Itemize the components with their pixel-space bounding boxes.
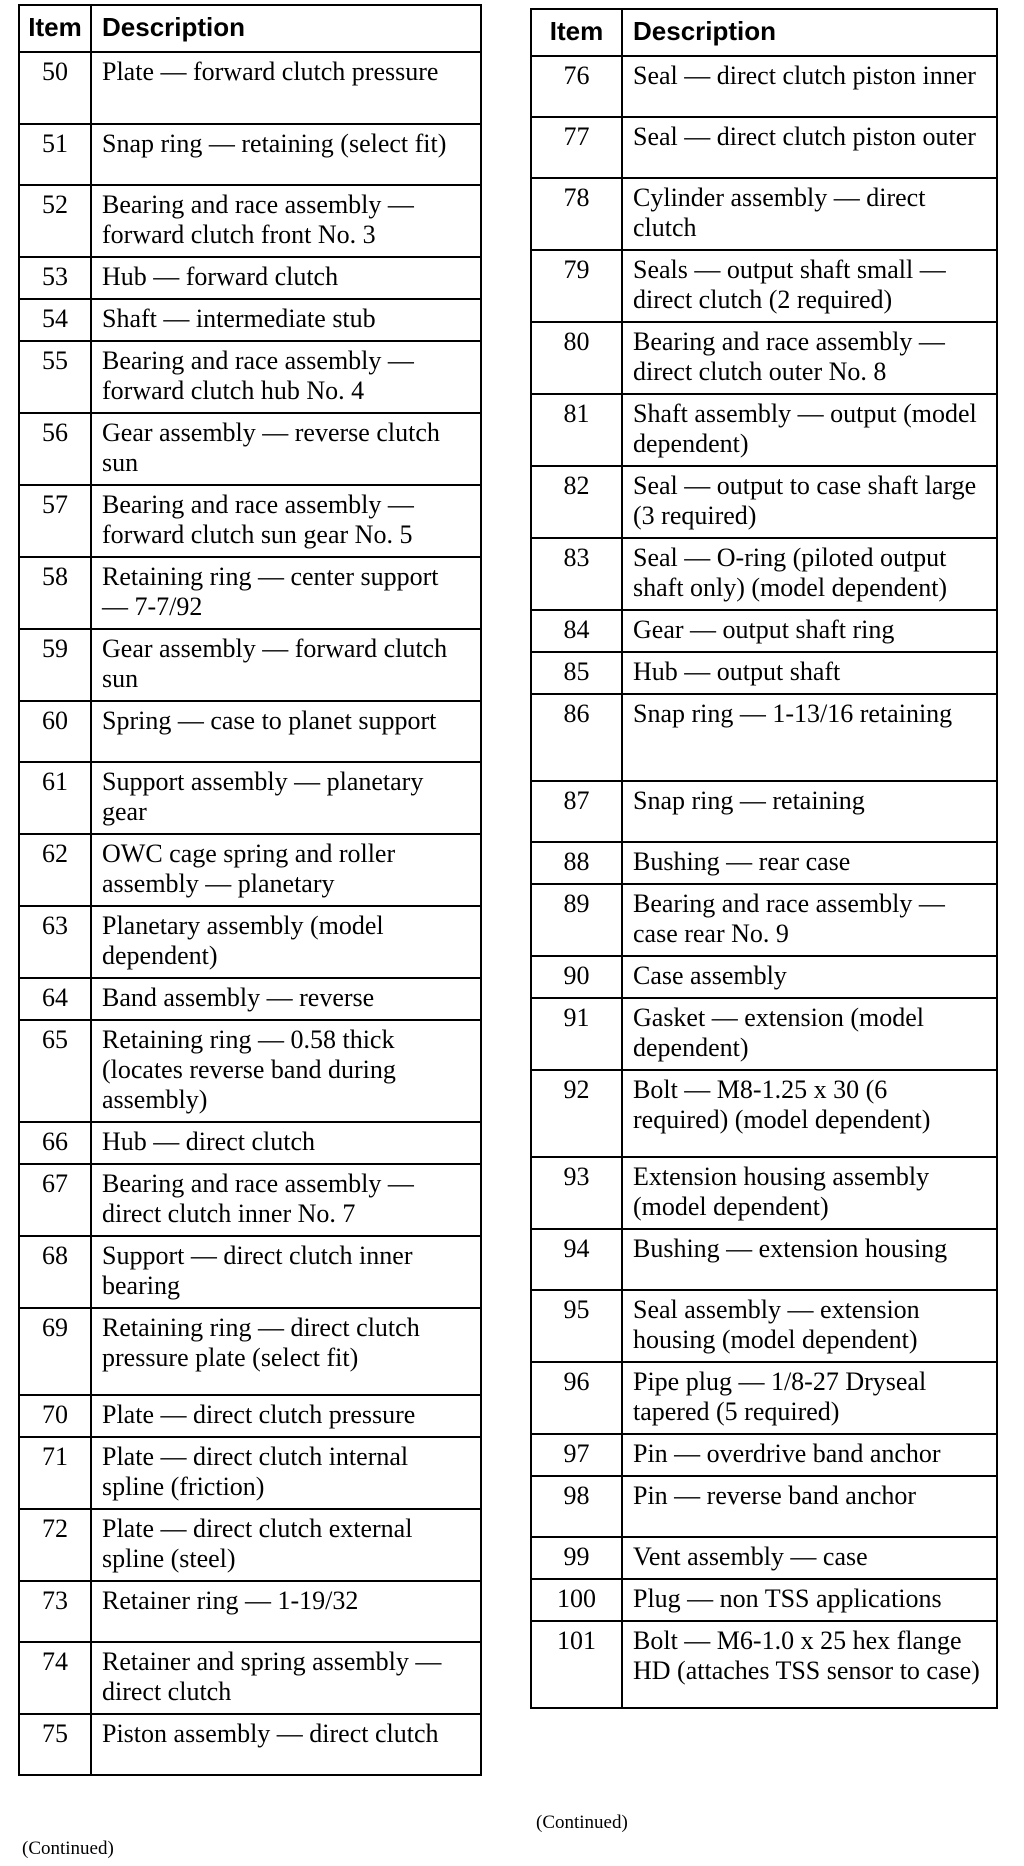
- table-row: [19, 1395, 481, 1437]
- table-row: [19, 762, 481, 834]
- table-row: [19, 341, 481, 413]
- description-cell: Support assembly — planetary gear: [91, 762, 481, 834]
- table-row: [19, 1122, 481, 1164]
- item-number-cell: 59: [19, 629, 91, 701]
- description-cell: Bearing and race assembly — direct clutch inner No. 7: [91, 1164, 481, 1236]
- table-row: [19, 299, 481, 341]
- description-cell: Seals — output shaft small — direct clutch (2 required): [622, 250, 997, 322]
- table-row: [531, 998, 997, 1070]
- table-row: [531, 1621, 997, 1708]
- table-row: [19, 124, 481, 185]
- item-number-cell: 75: [19, 1714, 91, 1775]
- item-number-cell: 64: [19, 978, 91, 1020]
- description-cell: Shaft — intermediate stub: [91, 299, 481, 341]
- item-number-cell: 82: [531, 466, 622, 538]
- item-number-cell: 61: [19, 762, 91, 834]
- item-number-cell: 71: [19, 1437, 91, 1509]
- item-number-cell: 73: [19, 1581, 91, 1642]
- item-number-cell: 100: [531, 1579, 622, 1621]
- table-row: [19, 485, 481, 557]
- description-cell: Spring — case to planet support: [91, 701, 481, 762]
- table-row: [531, 466, 997, 538]
- left-table-body: [19, 52, 481, 1775]
- description-cell: Piston assembly — direct clutch: [91, 1714, 481, 1775]
- description-cell: Extension housing assembly (model dependent): [622, 1157, 997, 1229]
- table-row: [19, 629, 481, 701]
- description-cell: Vent assembly — case: [622, 1537, 997, 1579]
- table-row: [19, 1236, 481, 1308]
- table-row: [531, 1290, 997, 1362]
- description-cell: Support — direct clutch inner bearing: [91, 1236, 481, 1308]
- item-number-cell: 92: [531, 1070, 622, 1157]
- table-row: [19, 1581, 481, 1642]
- table-row: [531, 1537, 997, 1579]
- description-cell: Plate — direct clutch pressure: [91, 1395, 481, 1437]
- table-row: [531, 1229, 997, 1290]
- item-number-cell: 97: [531, 1434, 622, 1476]
- table-row: [531, 250, 997, 322]
- description-cell: Retaining ring — direct clutch pressure plate (select fit): [91, 1308, 481, 1395]
- table-row: [531, 1434, 997, 1476]
- description-cell: Plate — direct clutch external spline (steel): [91, 1509, 481, 1581]
- item-number-cell: 68: [19, 1236, 91, 1308]
- table-row: [19, 834, 481, 906]
- continued-note-right: (Continued): [536, 1812, 628, 1833]
- description-cell: Snap ring — retaining (select fit): [91, 124, 481, 185]
- table-row: [19, 413, 481, 485]
- item-number-cell: 78: [531, 178, 622, 250]
- item-number-cell: 80: [531, 322, 622, 394]
- table-row: [531, 394, 997, 466]
- parts-table-right: [530, 8, 998, 1709]
- table-row: [19, 1020, 481, 1122]
- table-row: [19, 1164, 481, 1236]
- description-cell: Seal — output to case shaft large (3 required): [622, 466, 997, 538]
- item-column-header: Item: [19, 5, 91, 52]
- description-cell: Gear — output shaft ring: [622, 610, 997, 652]
- item-number-cell: 98: [531, 1476, 622, 1537]
- item-number-cell: 85: [531, 652, 622, 694]
- table-row: [19, 978, 481, 1020]
- table-row: [531, 694, 997, 781]
- description-cell: Bearing and race assembly — direct clutch outer No. 8: [622, 322, 997, 394]
- item-number-cell: 96: [531, 1362, 622, 1434]
- item-number-cell: 76: [531, 56, 622, 117]
- description-cell: Seal — direct clutch piston inner: [622, 56, 997, 117]
- description-cell: Pin — reverse band anchor: [622, 1476, 997, 1537]
- description-cell: Hub — forward clutch: [91, 257, 481, 299]
- item-number-cell: 101: [531, 1621, 622, 1708]
- right-parts-table-container: [530, 8, 998, 1709]
- table-row: [19, 1714, 481, 1775]
- description-cell: Bolt — M6-1.0 x 25 hex flange HD (attaches TSS sensor to case): [622, 1621, 997, 1708]
- description-cell: Plate — direct clutch internal spline (friction): [91, 1437, 481, 1509]
- item-number-cell: 74: [19, 1642, 91, 1714]
- item-number-cell: 84: [531, 610, 622, 652]
- description-cell: Plug — non TSS applications: [622, 1579, 997, 1621]
- table-row: [531, 178, 997, 250]
- item-number-cell: 86: [531, 694, 622, 781]
- item-number-cell: 55: [19, 341, 91, 413]
- table-row: [19, 557, 481, 629]
- table-row: [19, 1308, 481, 1395]
- item-number-cell: 79: [531, 250, 622, 322]
- description-cell: Bearing and race assembly — forward clutch hub No. 4: [91, 341, 481, 413]
- item-number-cell: 99: [531, 1537, 622, 1579]
- description-cell: Bushing — extension housing: [622, 1229, 997, 1290]
- item-number-cell: 67: [19, 1164, 91, 1236]
- description-cell: Bushing — rear case: [622, 842, 997, 884]
- item-number-cell: 56: [19, 413, 91, 485]
- table-row: [19, 906, 481, 978]
- table-row: [531, 610, 997, 652]
- description-cell: Hub — output shaft: [622, 652, 997, 694]
- description-cell: Retaining ring — 0.58 thick (locates reverse band during assembly): [91, 1020, 481, 1122]
- table-row: [19, 1437, 481, 1509]
- description-cell: Seal — direct clutch piston outer: [622, 117, 997, 178]
- table-row: [19, 1642, 481, 1714]
- item-number-cell: 72: [19, 1509, 91, 1581]
- item-number-cell: 69: [19, 1308, 91, 1395]
- item-number-cell: 95: [531, 1290, 622, 1362]
- table-row: [531, 781, 997, 842]
- item-number-cell: 87: [531, 781, 622, 842]
- item-number-cell: 62: [19, 834, 91, 906]
- table-row: [531, 1476, 997, 1537]
- item-number-cell: 91: [531, 998, 622, 1070]
- item-number-cell: 83: [531, 538, 622, 610]
- item-number-cell: 65: [19, 1020, 91, 1122]
- description-cell: Bearing and race assembly — case rear No. 9: [622, 884, 997, 956]
- description-cell: Case assembly: [622, 956, 997, 998]
- description-column-header: Description: [91, 5, 481, 52]
- description-cell: Seal — O-ring (piloted output shaft only) (model dependent): [622, 538, 997, 610]
- table-row: [531, 884, 997, 956]
- description-cell: Plate — forward clutch pressure: [91, 52, 481, 124]
- description-cell: Planetary assembly (model dependent): [91, 906, 481, 978]
- item-number-cell: 77: [531, 117, 622, 178]
- description-cell: Bearing and race assembly — forward clutch sun gear No. 5: [91, 485, 481, 557]
- table-row: [531, 1070, 997, 1157]
- item-number-cell: 66: [19, 1122, 91, 1164]
- table-row: [531, 117, 997, 178]
- table-row: [531, 56, 997, 117]
- table-row: [19, 185, 481, 257]
- table-row: [531, 1362, 997, 1434]
- table-row: [19, 701, 481, 762]
- description-cell: Retaining ring — center support — 7-7/92: [91, 557, 481, 629]
- item-number-cell: 54: [19, 299, 91, 341]
- table-row: [531, 956, 997, 998]
- table-row: [531, 1579, 997, 1621]
- item-number-cell: 81: [531, 394, 622, 466]
- table-header-row: [19, 5, 481, 52]
- parts-table-left: [18, 4, 482, 1776]
- item-number-cell: 58: [19, 557, 91, 629]
- description-cell: Snap ring — 1-13/16 retaining: [622, 694, 997, 781]
- description-cell: Seal assembly — extension housing (model dependent): [622, 1290, 997, 1362]
- description-cell: Bolt — M8-1.25 x 30 (6 required) (model dependent): [622, 1070, 997, 1157]
- table-row: [531, 1157, 997, 1229]
- item-number-cell: 94: [531, 1229, 622, 1290]
- item-number-cell: 70: [19, 1395, 91, 1437]
- item-number-cell: 89: [531, 884, 622, 956]
- left-parts-table-container: [18, 4, 482, 1776]
- table-row: [19, 257, 481, 299]
- item-number-cell: 88: [531, 842, 622, 884]
- item-column-header: Item: [531, 9, 622, 56]
- item-number-cell: 52: [19, 185, 91, 257]
- description-cell: Pipe plug — 1/8-27 Dryseal tapered (5 required): [622, 1362, 997, 1434]
- description-cell: Band assembly — reverse: [91, 978, 481, 1020]
- description-cell: Gear assembly — reverse clutch sun: [91, 413, 481, 485]
- description-cell: Gear assembly — forward clutch sun: [91, 629, 481, 701]
- description-cell: Pin — overdrive band anchor: [622, 1434, 997, 1476]
- description-cell: Snap ring — retaining: [622, 781, 997, 842]
- description-cell: Hub — direct clutch: [91, 1122, 481, 1164]
- description-cell: Retainer ring — 1-19/32: [91, 1581, 481, 1642]
- item-number-cell: 50: [19, 52, 91, 124]
- table-row: [531, 538, 997, 610]
- description-cell: Shaft assembly — output (model dependent): [622, 394, 997, 466]
- right-table-body: [531, 56, 997, 1708]
- table-row: [531, 322, 997, 394]
- table-row: [531, 842, 997, 884]
- item-number-cell: 63: [19, 906, 91, 978]
- description-column-header: Description: [622, 9, 997, 56]
- description-cell: Cylinder assembly — direct clutch: [622, 178, 997, 250]
- description-cell: Retainer and spring assembly — direct clutch: [91, 1642, 481, 1714]
- table-row: [531, 652, 997, 694]
- table-row: [19, 52, 481, 124]
- table-row: [19, 1509, 481, 1581]
- item-number-cell: 51: [19, 124, 91, 185]
- item-number-cell: 93: [531, 1157, 622, 1229]
- description-cell: Bearing and race assembly — forward clutch front No. 3: [91, 185, 481, 257]
- continued-note-left: (Continued): [22, 1838, 114, 1859]
- item-number-cell: 57: [19, 485, 91, 557]
- table-header-row: [531, 9, 997, 56]
- item-number-cell: 90: [531, 956, 622, 998]
- description-cell: OWC cage spring and roller assembly — planetary: [91, 834, 481, 906]
- item-number-cell: 53: [19, 257, 91, 299]
- item-number-cell: 60: [19, 701, 91, 762]
- description-cell: Gasket — extension (model dependent): [622, 998, 997, 1070]
